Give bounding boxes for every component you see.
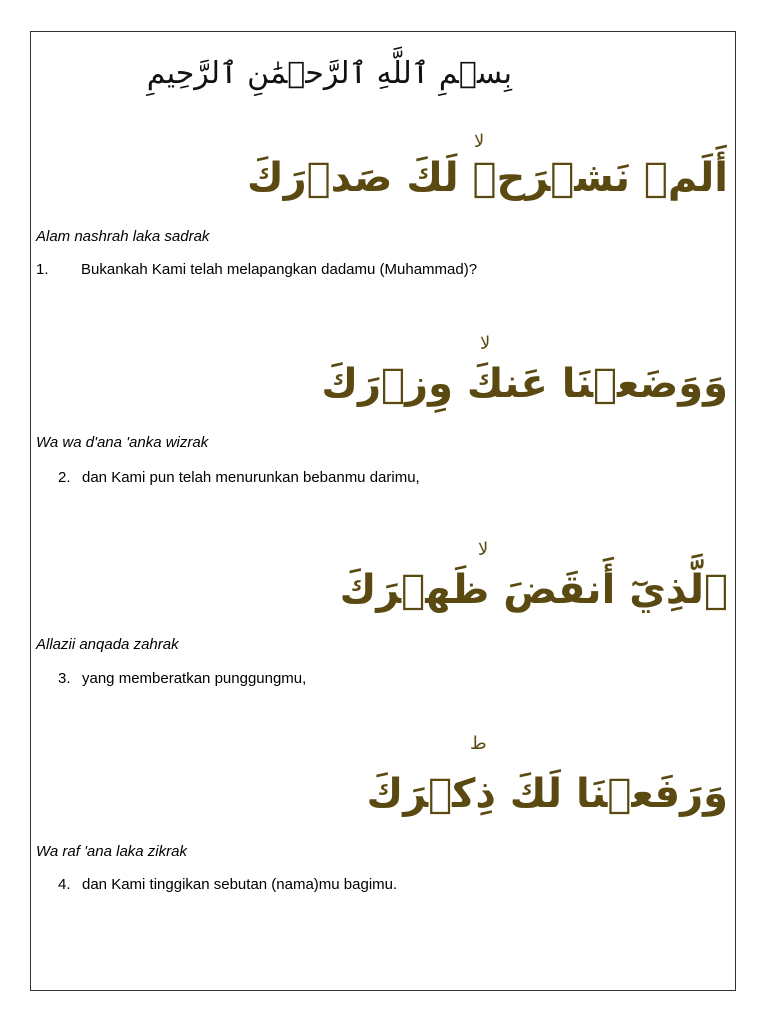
waqf-mark-1: لا bbox=[474, 131, 485, 151]
arabic-verse-1-text: أَلَمۡ نَشۡرَحۡ لَكَ صَدۡرَكَ bbox=[246, 155, 728, 201]
verse-number-1: 1. bbox=[36, 261, 49, 278]
translation-3 bbox=[36, 670, 306, 688]
translation-4-text: dan Kami tinggikan sebutan (nama)mu bagimu. bbox=[82, 876, 398, 893]
translation-2-text: dan Kami pun telah menurunkan bebanmu darimu, bbox=[82, 469, 420, 486]
arabic-verse-2-text: وَوَضَعۡنَا عَنكَ وِزۡرَكَ bbox=[321, 361, 728, 407]
transliteration-3: Allazii anqada zahrak bbox=[36, 636, 179, 653]
verse-number-4: 4. bbox=[58, 876, 71, 893]
translation-4 bbox=[36, 876, 397, 894]
arabic-verse-2 bbox=[321, 356, 728, 412]
waqf-mark-2: لا bbox=[480, 333, 491, 353]
verse-number-3: 3. bbox=[58, 670, 71, 687]
arabic-verse-3-text: ٱلَّذِيٓ أَنقَضَ ظَهۡرَكَ bbox=[339, 567, 728, 613]
waqf-mark-3: لا bbox=[478, 539, 489, 559]
verse-number-2: 2. bbox=[58, 469, 71, 486]
arabic-verse-4 bbox=[367, 766, 728, 822]
arabic-verse-3 bbox=[340, 562, 728, 618]
transliteration-1: Alam nashrah laka sadrak bbox=[36, 228, 210, 245]
arabic-verse-1 bbox=[247, 150, 728, 206]
arabic-verse-4-text: وَرَفَعۡنَا لَكَ ذِكۡرَكَ bbox=[366, 771, 728, 817]
bismillah-heading: بِسۡمِ ٱللَّهِ ٱلرَّحۡمَٰنِ ٱلرَّحِيمِ bbox=[146, 56, 512, 91]
transliteration-2: Wa wa d'ana 'anka wizrak bbox=[36, 434, 209, 451]
translation-2 bbox=[36, 469, 420, 487]
transliteration-4: Wa raf 'ana laka zikrak bbox=[36, 843, 187, 860]
translation-1-text: Bukankah Kami telah melapangkan dadamu (Muhammad)? bbox=[81, 261, 478, 278]
translation-3-text: yang memberatkan punggungmu, bbox=[82, 670, 307, 687]
waqf-mark-4: ط bbox=[470, 733, 487, 753]
translation-1 bbox=[36, 261, 477, 279]
